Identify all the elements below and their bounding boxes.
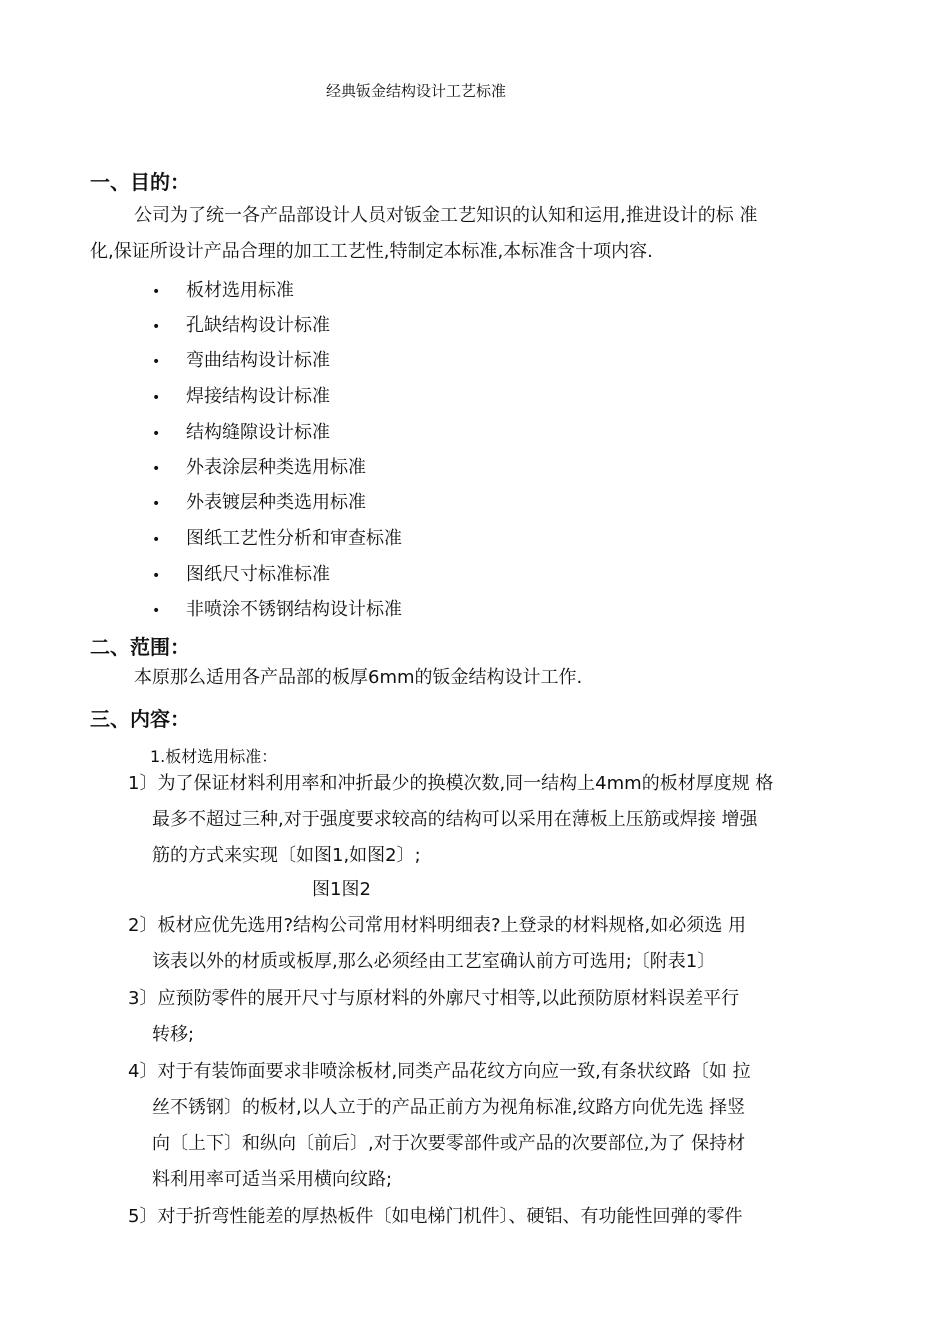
bullet-icon: • [152, 284, 161, 300]
rule-1-line-1: 1〕为了保证材料利用率和冲折最少的换模次数,同一结构上4mm的板材厚度规 格 [128, 773, 774, 794]
rule-3-line-2: 转移; [152, 1024, 195, 1045]
rule-3-line-1: 3〕应预防零件的展开尺寸与原材料的外廓尺寸相等,以此预防原材料误差平行 [128, 988, 740, 1009]
bullet-icon: • [152, 426, 161, 442]
rule-4-line-3: 向〔上下〕和纵向〔前后〕,对于次要零部件或产品的次要部位,为了 保持材 [152, 1133, 746, 1154]
list-item [152, 311, 330, 337]
rule-2-line-1: 2〕板材应优先选用?结构公司常用材料明细表?上登录的材料规格,如必须选 用 [128, 915, 746, 936]
list-item-label: 孔缺结构设计标准 [186, 315, 330, 336]
list-item [152, 276, 294, 302]
list-item-label: 焊接结构设计标准 [186, 386, 330, 407]
list-item-label: 弯曲结构设计标准 [186, 350, 330, 371]
list-item-label: 板材选用标准 [186, 280, 294, 301]
bullet-icon: • [152, 461, 161, 477]
list-item-label: 外表涂层种类选用标准 [186, 457, 366, 478]
figure-caption: 图1图2 [312, 879, 371, 900]
rule-4-line-1: 4〕对于有装饰面要求非喷涂板材,同类产品花纹方向应一致,有条状纹路〔如 拉 [128, 1061, 751, 1082]
purpose-paragraph-line-1: 公司为了统一各产品部设计人员对钣金工艺知识的认知和运用,推进设计的标 准 [134, 205, 758, 226]
list-item-label: 图纸工艺性分析和审查标准 [186, 528, 402, 549]
list-item-label: 图纸尺寸标准标准 [186, 564, 330, 585]
list-item [152, 524, 402, 550]
bullet-icon: • [152, 568, 161, 584]
section-heading-content: 三、内容： [90, 707, 190, 731]
rule-1-line-2: 最多不超过三种,对于强度要求较高的结构可以采用在薄板上压筋或焊接 增强 [152, 809, 758, 830]
rule-4-line-2: 丝不锈钢〕的板材,以人立于的产品正前方为视角标准,纹路方向优先选 择竖 [152, 1097, 746, 1118]
list-item-label: 非喷涂不锈钢结构设计标准 [186, 599, 402, 620]
bullet-icon: • [152, 532, 161, 548]
bullet-icon: • [152, 354, 161, 370]
bullet-icon: • [152, 319, 161, 335]
list-item [152, 346, 330, 372]
bullet-icon: • [152, 603, 161, 619]
bullet-icon: • [152, 496, 161, 512]
list-item [152, 418, 330, 444]
bullet-icon: • [152, 390, 161, 406]
list-item-label: 结构缝隙设计标准 [186, 422, 330, 443]
scope-text: 本原那么适用各产品部的板厚6mm的钣金结构设计工作. [134, 667, 583, 688]
list-item [152, 488, 366, 514]
rule-1-line-3: 筋的方式来实现〔如图1,如图2〕; [152, 845, 421, 866]
section-heading-scope: 二、范围： [90, 635, 190, 659]
purpose-paragraph-line-2: 化,保证所设计产品合理的加工工艺性,特制定本标准,本标准含十项内容. [90, 241, 653, 262]
list-item-label: 外表镀层种类选用标准 [186, 492, 366, 513]
list-item [152, 453, 366, 479]
rule-2-line-2: 该表以外的材质或板厚,那么必须经由工艺室确认前方可选用;〔附表1〕 [152, 951, 716, 972]
rule-5-line-1: 5〕对于折弯性能差的厚热板件〔如电梯门机件〕、硬铝、有功能性回弹的零件 [128, 1206, 743, 1227]
content-sub-heading: 1.板材选用标准： [150, 747, 278, 766]
list-item [152, 560, 330, 586]
list-item [152, 595, 402, 621]
rule-4-line-4: 料利用率可适当采用横向纹路; [152, 1169, 393, 1190]
document-title: 经典钣金结构设计工艺标准 [326, 82, 507, 100]
list-item [152, 382, 330, 408]
section-heading-purpose: 一、目的： [90, 170, 190, 194]
